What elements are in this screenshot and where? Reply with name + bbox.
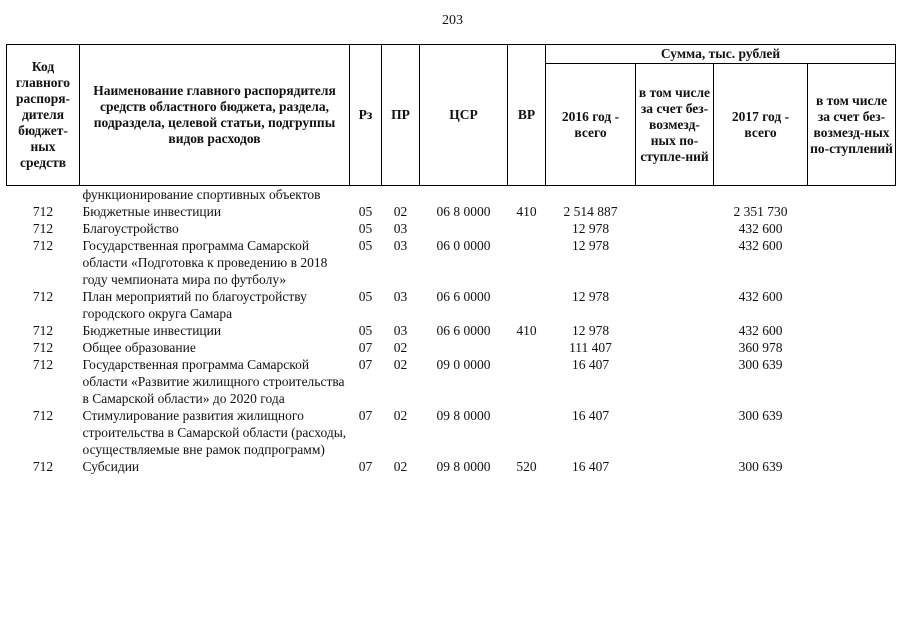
row-code: 712 — [32, 238, 54, 253]
row-code: 712 — [32, 221, 54, 236]
header-vr: ВР — [508, 45, 546, 186]
header-rz: Рз — [350, 45, 382, 186]
row-sum-2017: 432 600 — [738, 323, 783, 338]
row-free-2017 — [808, 356, 896, 407]
table-row — [7, 220, 896, 237]
header-pr: ПР — [382, 45, 420, 186]
row-name: функционирование спортивных объектов — [82, 187, 321, 202]
row-code: 712 — [32, 204, 54, 219]
row-rz: 05 — [358, 204, 373, 219]
row-free-2017 — [808, 322, 896, 339]
row-free-2016 — [636, 288, 714, 322]
row-sum-2016: 2 514 887 — [563, 204, 618, 219]
table-row — [7, 288, 896, 322]
row-free-2017 — [808, 458, 896, 475]
table-body — [7, 186, 896, 476]
row-vr — [508, 288, 546, 322]
row-free-2016 — [636, 237, 714, 288]
row-pr: 03 — [393, 323, 408, 338]
row-csr: 09 0 0000 — [436, 357, 491, 372]
row-pr — [382, 186, 420, 204]
row-sum-2017: 300 639 — [738, 459, 783, 474]
table-row — [7, 322, 896, 339]
row-vr — [508, 186, 546, 204]
row-pr: 02 — [393, 357, 408, 372]
row-free-2016 — [636, 322, 714, 339]
header-csr: ЦСР — [420, 45, 508, 186]
row-sum-2017: 2 351 730 — [733, 204, 788, 219]
table-row — [7, 339, 896, 356]
row-name: Общее образование — [82, 340, 196, 355]
row-pr: 02 — [393, 408, 408, 423]
header-2016-free: в том числе за счет без-возмезд-ных по-ступле-ний — [636, 64, 714, 186]
row-sum-2016: 12 978 — [571, 221, 610, 236]
row-pr: 02 — [393, 459, 408, 474]
row-rz: 07 — [358, 459, 373, 474]
row-code: 712 — [32, 459, 54, 474]
row-free-2016 — [636, 220, 714, 237]
row-rz: 07 — [358, 357, 373, 372]
row-vr — [508, 339, 546, 356]
row-pr: 03 — [393, 289, 408, 304]
row-free-2017 — [808, 203, 896, 220]
row-code: 712 — [32, 323, 54, 338]
row-free-2017 — [808, 186, 896, 204]
row-sum-2017: 432 600 — [738, 221, 783, 236]
row-sum-2017 — [714, 186, 808, 204]
row-rz: 07 — [358, 408, 373, 423]
row-csr: 06 0 0000 — [436, 238, 491, 253]
row-vr — [508, 407, 546, 458]
row-rz: 05 — [358, 323, 373, 338]
row-pr: 03 — [393, 238, 408, 253]
row-name: Государственная программа Самарской области «Развитие жилищного строительства в Самарской области» до 2020 года — [82, 357, 345, 406]
table-header — [7, 45, 896, 186]
row-rz: 05 — [358, 238, 373, 253]
row-free-2016 — [636, 339, 714, 356]
row-csr — [420, 186, 508, 204]
row-sum-2017: 432 600 — [738, 238, 783, 253]
row-csr — [420, 220, 508, 237]
row-name: Субсидии — [82, 459, 140, 474]
row-sum-2016: 12 978 — [571, 323, 610, 338]
header-2017-free: в том числе за счет без-возмезд-ных по-ступлений — [808, 64, 896, 186]
row-sum-2016: 12 978 — [571, 289, 610, 304]
row-vr — [508, 220, 546, 237]
row-rz: 07 — [358, 340, 373, 355]
header-sum: Сумма, тыс. рублей — [546, 45, 896, 64]
row-sum-2017: 360 978 — [738, 340, 783, 355]
row-vr: 520 — [516, 459, 537, 474]
budget-table — [6, 44, 896, 475]
row-pr: 02 — [393, 204, 408, 219]
row-sum-2017: 300 639 — [738, 408, 783, 423]
row-csr: 06 6 0000 — [436, 323, 491, 338]
row-sum-2016: 16 407 — [571, 357, 610, 372]
row-sum-2016: 16 407 — [571, 459, 610, 474]
row-code — [7, 186, 80, 204]
page-number: 203 — [442, 13, 463, 28]
table-row — [7, 356, 896, 407]
row-free-2016 — [636, 458, 714, 475]
row-code: 712 — [32, 289, 54, 304]
row-pr: 02 — [393, 340, 408, 355]
table-row — [7, 407, 896, 458]
table-row — [7, 237, 896, 288]
row-sum-2016: 16 407 — [571, 408, 610, 423]
row-free-2017 — [808, 407, 896, 458]
row-sum-2016 — [546, 186, 636, 204]
row-name: Бюджетные инвестиции — [82, 204, 222, 219]
table-row — [7, 186, 896, 204]
row-rz — [350, 186, 382, 204]
row-code: 712 — [32, 340, 54, 355]
row-name: План мероприятий по благоустройству городского округа Самара — [82, 289, 307, 321]
row-pr: 03 — [393, 221, 408, 236]
header-name: Наименование главного распорядителя средств областного бюджета, раздела, подраздела, целевой статьи, подгруппы видов расходов — [80, 45, 350, 186]
row-free-2017 — [808, 237, 896, 288]
table-row — [7, 203, 896, 220]
row-name: Благоустройство — [82, 221, 179, 236]
row-rz: 05 — [358, 221, 373, 236]
row-name: Стимулирование развития жилищного строительства в Самарской области (расходы, осуществляемые вне рамок подпрограмм) — [82, 408, 347, 457]
row-sum-2017: 300 639 — [738, 357, 783, 372]
row-csr: 06 6 0000 — [436, 289, 491, 304]
row-csr — [420, 339, 508, 356]
row-vr — [508, 356, 546, 407]
row-name: Государственная программа Самарской области «Подготовка к проведению в 2018 году чемпионата мира по футболу» — [82, 238, 328, 287]
header-2016-total: 2016 год - всего — [546, 64, 636, 186]
row-vr: 410 — [516, 323, 537, 338]
row-free-2016 — [636, 186, 714, 204]
row-csr: 06 8 0000 — [436, 204, 491, 219]
row-sum-2016: 12 978 — [571, 238, 610, 253]
row-free-2016 — [636, 203, 714, 220]
row-sum-2016: 111 407 — [569, 340, 612, 355]
row-name: Бюджетные инвестиции — [82, 323, 222, 338]
row-sum-2017: 432 600 — [738, 289, 783, 304]
header-2017-total: 2017 год - всего — [714, 64, 808, 186]
row-csr: 09 8 0000 — [436, 408, 491, 423]
row-free-2016 — [636, 407, 714, 458]
table-row — [7, 458, 896, 475]
row-code: 712 — [32, 357, 54, 372]
header-code: Код главного распоря-дителя бюджет-ных средств — [7, 45, 80, 186]
row-free-2017 — [808, 288, 896, 322]
row-rz: 05 — [358, 289, 373, 304]
row-free-2017 — [808, 339, 896, 356]
row-free-2017 — [808, 220, 896, 237]
row-free-2016 — [636, 356, 714, 407]
row-vr: 410 — [516, 204, 537, 219]
row-code: 712 — [32, 408, 54, 423]
row-csr: 09 8 0000 — [436, 459, 491, 474]
row-vr — [508, 237, 546, 288]
